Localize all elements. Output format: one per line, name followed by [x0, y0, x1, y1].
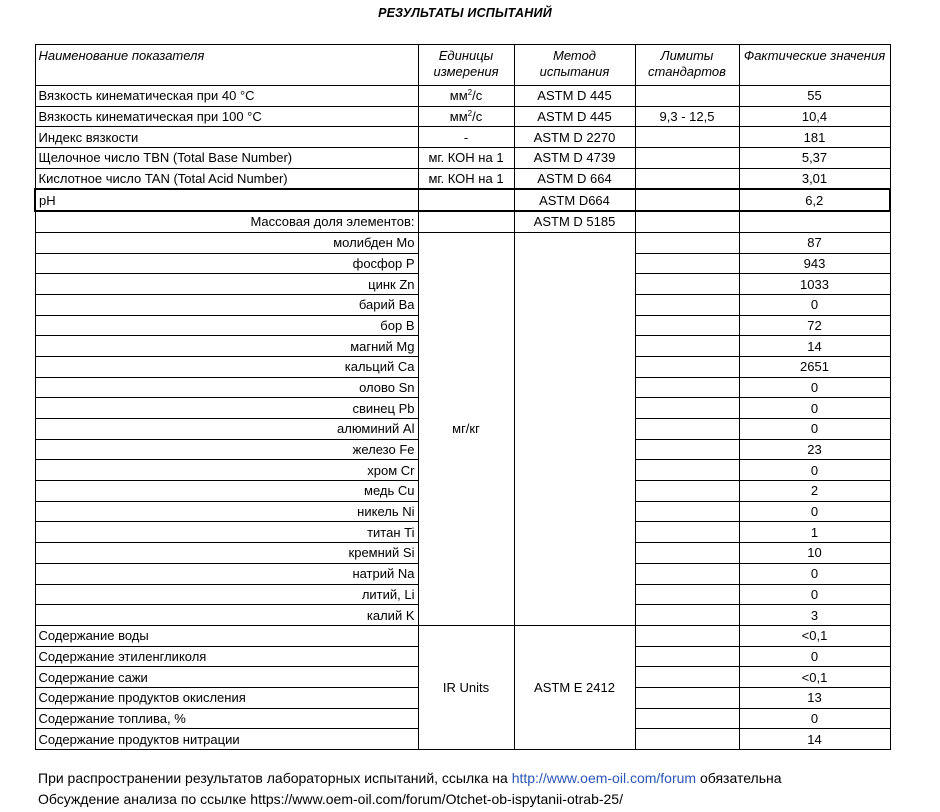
- table-row: [35, 106, 890, 127]
- element-value: 0: [739, 419, 890, 440]
- element-name: титан Ti: [35, 522, 418, 543]
- table-row: [35, 148, 890, 169]
- row-value: 181: [739, 127, 890, 148]
- header-method: Метод испытания: [514, 45, 635, 86]
- element-name: кремний Si: [35, 543, 418, 564]
- element-limits: [635, 605, 739, 626]
- element-limits: [635, 253, 739, 274]
- element-name: хром Cr: [35, 460, 418, 481]
- element-value: 0: [739, 377, 890, 398]
- row-unit: $мм^2/с$: [418, 106, 514, 127]
- results-table: [34, 44, 891, 750]
- ir-name: Содержание топлива, %: [35, 708, 418, 729]
- table-row: [35, 168, 890, 189]
- ir-limits: [635, 667, 739, 688]
- report-title: РЕЗУЛЬТАТЫ ИСПЫТАНИЙ: [378, 6, 552, 20]
- element-value: 72: [739, 315, 890, 336]
- row-unit: $мм^2/с$: [418, 86, 514, 107]
- ir-name: Содержание воды: [35, 625, 418, 646]
- table-row: [35, 127, 890, 148]
- element-name: цинк Zn: [35, 274, 418, 295]
- element-name: кальций Ca: [35, 356, 418, 377]
- row-limits: [635, 189, 739, 211]
- ir-name: Содержание продуктов окисления: [35, 687, 418, 708]
- ir-value: <0,1: [739, 667, 890, 688]
- element-value: 3: [739, 605, 890, 626]
- ir-name: Содержание этиленгликоля: [35, 646, 418, 667]
- element-name: магний Mg: [35, 336, 418, 357]
- ir-name: Содержание продуктов нитрации: [35, 729, 418, 750]
- element-value: 0: [739, 460, 890, 481]
- footer-prefix: При распространении результатов лабораторных испытаний, ссылка на: [38, 770, 512, 786]
- element-value: 87: [739, 232, 890, 253]
- element-name: калий K: [35, 605, 418, 626]
- element-limits: [635, 398, 739, 419]
- row-limits: 9,3 - 12,5: [635, 106, 739, 127]
- row-name: Индекс вязкости: [35, 127, 418, 148]
- row-name: pH: [35, 189, 418, 211]
- element-value: 1033: [739, 274, 890, 295]
- ir-value: 0: [739, 708, 890, 729]
- table-row: [35, 86, 890, 107]
- element-name: железо Fe: [35, 439, 418, 460]
- element-name: никель Ni: [35, 501, 418, 522]
- element-value: 23: [739, 439, 890, 460]
- row-method: ASTM D 664: [514, 168, 635, 189]
- element-limits: [635, 584, 739, 605]
- element-name: свинец Pb: [35, 398, 418, 419]
- footer-line-1: [38, 770, 782, 786]
- row-value: [739, 211, 890, 232]
- row-name: Щелочное число TBN (Total Base Number): [35, 148, 418, 169]
- row-method: ASTM D 445: [514, 86, 635, 107]
- header-limits: Лимиты стандартов: [635, 45, 739, 86]
- elements-unit: мг/кг: [418, 232, 514, 625]
- element-value: 0: [739, 563, 890, 584]
- ir-limits: [635, 687, 739, 708]
- ir-limits: [635, 708, 739, 729]
- row-method: ASTM D 2270: [514, 127, 635, 148]
- row-name: Вязкость кинематическая при 40 °C: [35, 86, 418, 107]
- element-limits: [635, 522, 739, 543]
- row-limits: [635, 148, 739, 169]
- table-header-row: [35, 45, 890, 86]
- ir-unit: IR Units: [418, 625, 514, 749]
- forum-link[interactable]: http://www.oem-oil.com/forum: [511, 770, 697, 786]
- footer-suffix: обязательна: [696, 770, 782, 786]
- element-limits: [635, 232, 739, 253]
- row-unit: [418, 189, 514, 211]
- row-limits: [635, 86, 739, 107]
- element-limits: [635, 543, 739, 564]
- element-name: медь Cu: [35, 481, 418, 502]
- row-limits: [635, 211, 739, 232]
- element-limits: [635, 315, 739, 336]
- ir-row: [35, 625, 890, 646]
- row-name: Массовая доля элементов:: [35, 211, 418, 232]
- element-limits: [635, 377, 739, 398]
- row-unit: мг. КОН на 1: [418, 148, 514, 169]
- element-name: молибден Mo: [35, 232, 418, 253]
- ir-name: Содержание сажи: [35, 667, 418, 688]
- ir-section: [35, 625, 890, 749]
- element-value: 2: [739, 481, 890, 502]
- ir-method: ASTM E 2412: [514, 625, 635, 749]
- row-value: 55: [739, 86, 890, 107]
- element-limits: [635, 356, 739, 377]
- row-method: ASTM D 445: [514, 106, 635, 127]
- element-limits: [635, 336, 739, 357]
- row-value: 6,2: [739, 189, 890, 211]
- element-row: [35, 232, 890, 253]
- row-limits: [635, 168, 739, 189]
- element-limits: [635, 501, 739, 522]
- element-value: 14: [739, 336, 890, 357]
- element-value: 0: [739, 294, 890, 315]
- row-value: 5,37: [739, 148, 890, 169]
- ir-value: <0,1: [739, 625, 890, 646]
- element-name: фосфор P: [35, 253, 418, 274]
- header-name: Наименование показателя: [35, 45, 418, 86]
- element-limits: [635, 481, 739, 502]
- element-limits: [635, 563, 739, 584]
- element-value: 0: [739, 501, 890, 522]
- element-limits: [635, 460, 739, 481]
- header-actual: Фактические значения: [739, 45, 890, 86]
- ir-value: 14: [739, 729, 890, 750]
- table-row-elements-header: [35, 211, 890, 232]
- row-value: 3,01: [739, 168, 890, 189]
- element-value: 0: [739, 584, 890, 605]
- element-value: 1: [739, 522, 890, 543]
- row-unit: -: [418, 127, 514, 148]
- row-unit: мг. КОН на 1: [418, 168, 514, 189]
- elements-method: [514, 232, 635, 625]
- element-name: натрий Na: [35, 563, 418, 584]
- row-unit: [418, 211, 514, 232]
- ir-limits: [635, 646, 739, 667]
- element-limits: [635, 294, 739, 315]
- ir-value: 13: [739, 687, 890, 708]
- element-limits: [635, 419, 739, 440]
- ir-value: 0: [739, 646, 890, 667]
- element-value: 10: [739, 543, 890, 564]
- element-value: 0: [739, 398, 890, 419]
- ir-limits: [635, 625, 739, 646]
- element-name: алюминий Al: [35, 419, 418, 440]
- row-name: Кислотное число TAN (Total Acid Number): [35, 168, 418, 189]
- element-limits: [635, 439, 739, 460]
- element-name: барий Ba: [35, 294, 418, 315]
- ir-limits: [635, 729, 739, 750]
- element-name: олово Sn: [35, 377, 418, 398]
- element-limits: [635, 274, 739, 295]
- row-method: ASTM D 4739: [514, 148, 635, 169]
- footer-line-2: Обсуждение анализа по ссылке https://www.oem-oil.com/forum/Otchet-ob-ispytanii-otrab-25/: [38, 791, 623, 807]
- element-name: бор B: [35, 315, 418, 336]
- element-value: 943: [739, 253, 890, 274]
- row-method: ASTM D664: [514, 189, 635, 211]
- elements-section: [35, 232, 890, 625]
- row-limits: [635, 127, 739, 148]
- header-units: Единицы измерения: [418, 45, 514, 86]
- element-name: литий, Li: [35, 584, 418, 605]
- table-row-ph: [35, 189, 890, 211]
- row-value: 10,4: [739, 106, 890, 127]
- element-value: 2651: [739, 356, 890, 377]
- row-method: ASTM D 5185: [514, 211, 635, 232]
- row-name: Вязкость кинематическая при 100 °C: [35, 106, 418, 127]
